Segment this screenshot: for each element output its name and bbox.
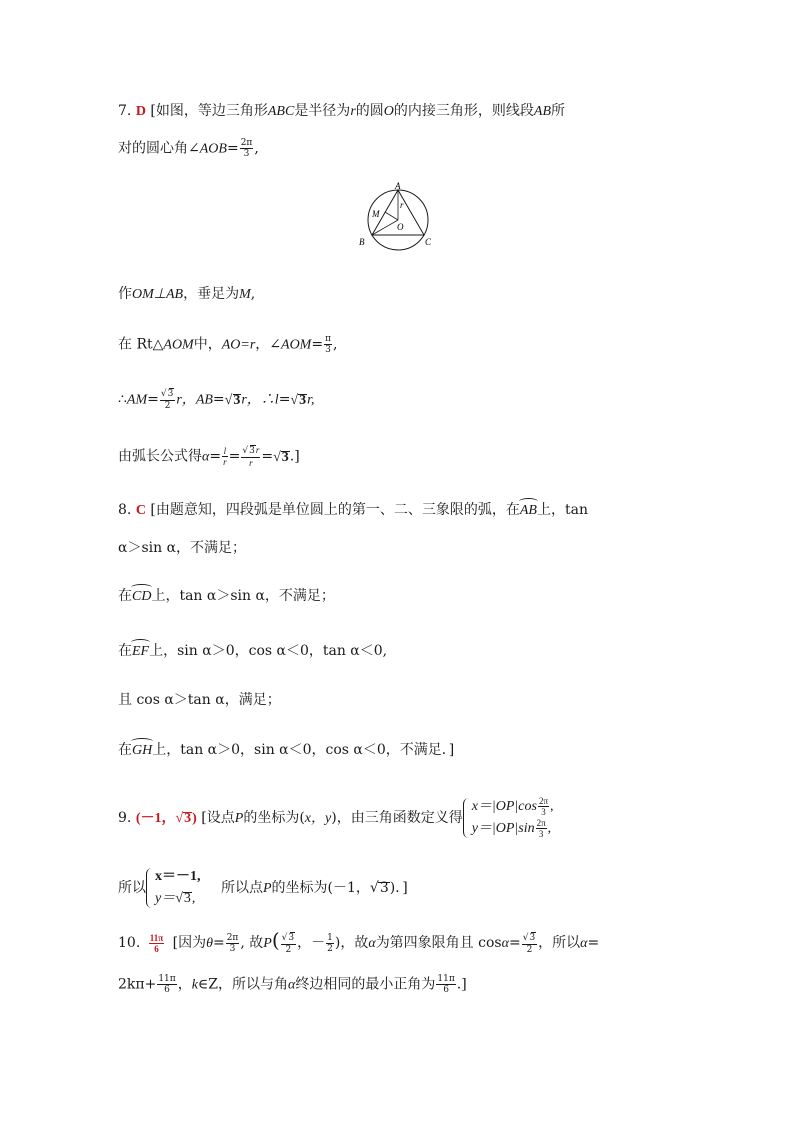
q10-line-2 bbox=[118, 974, 467, 996]
math: l bbox=[274, 392, 279, 408]
fraction bbox=[538, 796, 549, 817]
text: 的内接三角形，则线段 bbox=[393, 103, 534, 119]
text: = bbox=[226, 140, 239, 157]
text: α＞sin α，不满足； bbox=[118, 540, 247, 556]
math: AB bbox=[195, 392, 213, 408]
text: [由题意知，四段弧是单位圆上的第一、二、三象限的弧，在 bbox=[150, 502, 520, 518]
numerator: 11π bbox=[437, 974, 455, 984]
text: ) bbox=[192, 811, 197, 826]
denominator: r bbox=[249, 458, 253, 468]
text: ∈Z，所以与角 bbox=[197, 976, 289, 993]
math: O bbox=[383, 104, 394, 119]
math: x，y bbox=[304, 811, 332, 826]
text: (－1， bbox=[135, 811, 176, 826]
math: AOM bbox=[163, 337, 194, 353]
numerator: 2π bbox=[536, 818, 546, 829]
fraction bbox=[522, 932, 537, 955]
q8-line-4 bbox=[118, 641, 387, 662]
math: M bbox=[239, 287, 251, 302]
math: AB bbox=[533, 104, 551, 119]
fraction bbox=[226, 933, 240, 954]
label-M: M bbox=[372, 209, 380, 219]
text: = bbox=[212, 935, 225, 951]
text: 所以 bbox=[118, 880, 146, 896]
equation-system bbox=[463, 796, 554, 840]
text: 由弧长公式得 bbox=[118, 448, 202, 465]
arc-label: AB bbox=[520, 501, 537, 521]
denominator: r bbox=[223, 457, 227, 467]
text: = bbox=[278, 391, 291, 408]
numerator: 1 bbox=[327, 932, 333, 943]
numerator: 2π bbox=[240, 138, 253, 148]
fraction bbox=[157, 974, 176, 995]
q7-number: 7. bbox=[118, 103, 132, 119]
sqrt: √ 3 bbox=[250, 445, 255, 457]
math: α bbox=[288, 977, 296, 993]
denominator: 2 bbox=[164, 401, 171, 411]
text: [因为 bbox=[172, 935, 207, 951]
sqrt: √ 3 bbox=[183, 812, 192, 824]
text: ，∠ bbox=[255, 336, 282, 353]
math: y＝ bbox=[155, 891, 176, 906]
equation-system bbox=[146, 866, 201, 910]
text: 上，tan bbox=[536, 502, 588, 518]
text: 的坐标为(－1， bbox=[271, 880, 370, 896]
text: .] bbox=[289, 448, 300, 465]
fraction bbox=[222, 446, 228, 467]
eq-row bbox=[155, 888, 201, 910]
text: , 故 bbox=[240, 935, 264, 951]
math: ABC bbox=[267, 104, 295, 119]
text: r， bbox=[176, 392, 196, 408]
math: OM⊥AB bbox=[132, 287, 184, 302]
q8-line-6 bbox=[118, 740, 454, 761]
text: r, bbox=[307, 392, 315, 408]
math: α bbox=[202, 449, 210, 465]
math: k bbox=[191, 977, 198, 993]
eq-row: x＝－1, bbox=[155, 869, 201, 884]
text: 2kπ+ bbox=[118, 976, 157, 993]
text: )．] bbox=[389, 880, 408, 896]
text: = bbox=[261, 448, 274, 465]
q7-line-3 bbox=[118, 284, 255, 305]
numerator: 11π bbox=[149, 932, 164, 943]
numerator bbox=[522, 932, 537, 945]
denominator: 6 bbox=[164, 985, 170, 995]
text: ，垂足为 bbox=[183, 286, 240, 302]
fraction bbox=[240, 138, 254, 159]
fraction bbox=[436, 974, 455, 995]
q8-answer: C bbox=[135, 503, 146, 518]
denominator: 3 bbox=[325, 345, 331, 355]
text: 是半径为 bbox=[294, 103, 351, 119]
text: = bbox=[228, 448, 241, 465]
text: 的圆 bbox=[355, 103, 384, 119]
text: = bbox=[311, 336, 324, 353]
triangle-circle-diagram bbox=[355, 180, 439, 254]
numerator: π bbox=[325, 334, 331, 344]
denominator: 6 bbox=[443, 985, 449, 995]
text: [设点 bbox=[201, 810, 235, 826]
denominator: 3 bbox=[541, 807, 546, 818]
text: 上，tan α＞sin α，不满足； bbox=[151, 588, 335, 604]
q7-line-2 bbox=[118, 138, 259, 160]
text: = bbox=[587, 935, 600, 951]
math: α bbox=[368, 936, 376, 951]
text: ，所以 bbox=[538, 935, 581, 951]
text: , bbox=[254, 140, 259, 157]
text: 对的圆心角∠ bbox=[118, 140, 200, 157]
text: , bbox=[191, 891, 196, 906]
q8-line-5 bbox=[118, 690, 281, 710]
math: AOB bbox=[199, 141, 227, 157]
q9-line-2 bbox=[118, 866, 408, 910]
q9-number: 9. bbox=[118, 810, 132, 826]
text: r，∴ bbox=[241, 392, 275, 408]
text: [如图，等边三角形 bbox=[150, 103, 268, 119]
q8-line-1 bbox=[118, 500, 588, 521]
q8-number: 8. bbox=[118, 502, 132, 518]
eq-row: x＝|OP|cos $\frac{2\pi}{3}$ , bbox=[471, 796, 554, 818]
text: , bbox=[333, 336, 338, 353]
fraction bbox=[536, 818, 547, 839]
denominator: 3 bbox=[229, 943, 236, 954]
text: )，由三角函数定义得 bbox=[331, 810, 463, 826]
q10-line-1 bbox=[118, 930, 599, 955]
sqrt: √ 3 bbox=[183, 892, 192, 904]
fraction bbox=[326, 933, 334, 954]
fraction bbox=[160, 388, 175, 411]
q7-line-6 bbox=[118, 445, 300, 468]
text: ，－ bbox=[297, 935, 326, 951]
sqrt: √ 3 bbox=[290, 932, 295, 944]
math: r bbox=[255, 445, 260, 455]
text: = bbox=[147, 391, 159, 408]
text: ( bbox=[271, 928, 280, 952]
sqrt: √ 3 bbox=[281, 451, 290, 463]
numerator bbox=[281, 932, 296, 945]
text: 终边相同的最小正角为 bbox=[295, 976, 436, 993]
text: 为第四象限角且 cos bbox=[375, 935, 502, 951]
denominator: 3 bbox=[538, 829, 544, 840]
text: = bbox=[212, 391, 225, 408]
math: AM bbox=[126, 392, 148, 408]
text: = bbox=[209, 448, 222, 465]
arc-label: GH bbox=[132, 741, 152, 761]
math: θ bbox=[206, 936, 213, 951]
text: .] bbox=[456, 976, 467, 993]
numerator: 11π bbox=[158, 974, 176, 984]
denominator: 3 bbox=[243, 149, 250, 159]
q7-line-1 bbox=[118, 101, 565, 122]
text: 所以点 bbox=[220, 880, 263, 896]
numerator: 2π bbox=[538, 796, 548, 807]
text: 且 cos α＞tan α，满足； bbox=[118, 692, 281, 708]
math: P bbox=[263, 936, 272, 951]
sqrt: √ 3 bbox=[233, 394, 242, 406]
text: 的坐标为( bbox=[243, 810, 305, 826]
text: 上，tan α＞0，sin α＜0，cos α＜0，不满足．] bbox=[152, 742, 455, 758]
numerator: 2π bbox=[226, 932, 239, 943]
numerator bbox=[241, 445, 260, 458]
denominator: 2 bbox=[327, 943, 333, 954]
denominator: 2 bbox=[526, 944, 533, 955]
arc-label: CD bbox=[132, 587, 151, 607]
fraction bbox=[324, 334, 332, 355]
eq-row: y＝|OP|sin $\frac{2\pi}{3}$ , bbox=[471, 818, 552, 840]
q7-line-4 bbox=[118, 334, 337, 356]
fraction bbox=[281, 932, 296, 955]
fraction bbox=[241, 445, 260, 468]
label-O: O bbox=[397, 222, 404, 232]
math: AOM bbox=[281, 337, 312, 353]
text: 上，sin α＞0，cos α＜0，tan α＜0, bbox=[149, 643, 388, 659]
text: )，故 bbox=[334, 935, 369, 951]
label-B: B bbox=[359, 237, 365, 247]
numerator bbox=[160, 388, 175, 401]
sqrt: √ 3 bbox=[531, 932, 536, 944]
denominator: 6 bbox=[154, 943, 159, 954]
q7-answer: D bbox=[135, 104, 146, 119]
text: 在 bbox=[118, 588, 132, 604]
text: , bbox=[250, 286, 256, 302]
q8-line-2 bbox=[118, 538, 246, 558]
sqrt: √ 3 bbox=[298, 394, 307, 406]
text: 在 Rt△ bbox=[118, 336, 164, 353]
text: 作 bbox=[118, 286, 132, 302]
text: 在 bbox=[118, 643, 132, 659]
q8-line-3 bbox=[118, 586, 335, 607]
math: x＝|OP|cos bbox=[471, 799, 537, 814]
q10-answer bbox=[149, 933, 164, 954]
text: 中， bbox=[193, 336, 222, 353]
sqrt: √ 3 bbox=[169, 388, 174, 400]
sqrt: √ 3 bbox=[378, 882, 390, 894]
text: 在 bbox=[118, 742, 132, 758]
q10-number: 10. bbox=[118, 935, 141, 951]
text: 所 bbox=[551, 103, 565, 119]
text: = bbox=[508, 935, 521, 951]
q9-answer bbox=[136, 811, 197, 826]
math: r bbox=[350, 104, 356, 119]
label-C: C bbox=[425, 237, 432, 247]
denominator: 2 bbox=[285, 944, 292, 955]
arc-label: EF bbox=[132, 642, 149, 662]
math: AO=r bbox=[221, 337, 256, 353]
text: ， bbox=[177, 976, 192, 993]
math: α bbox=[580, 936, 588, 951]
label-A: A bbox=[395, 181, 401, 191]
math: P bbox=[262, 881, 272, 896]
numerator: l bbox=[223, 446, 227, 456]
math: y＝|OP|sin bbox=[471, 821, 535, 836]
math: P bbox=[234, 811, 244, 826]
q7-line-5 bbox=[118, 388, 315, 411]
label-r: r bbox=[400, 200, 404, 210]
text: ∴ bbox=[118, 391, 127, 408]
q9-line-1 bbox=[118, 796, 554, 840]
math: α bbox=[501, 936, 509, 951]
